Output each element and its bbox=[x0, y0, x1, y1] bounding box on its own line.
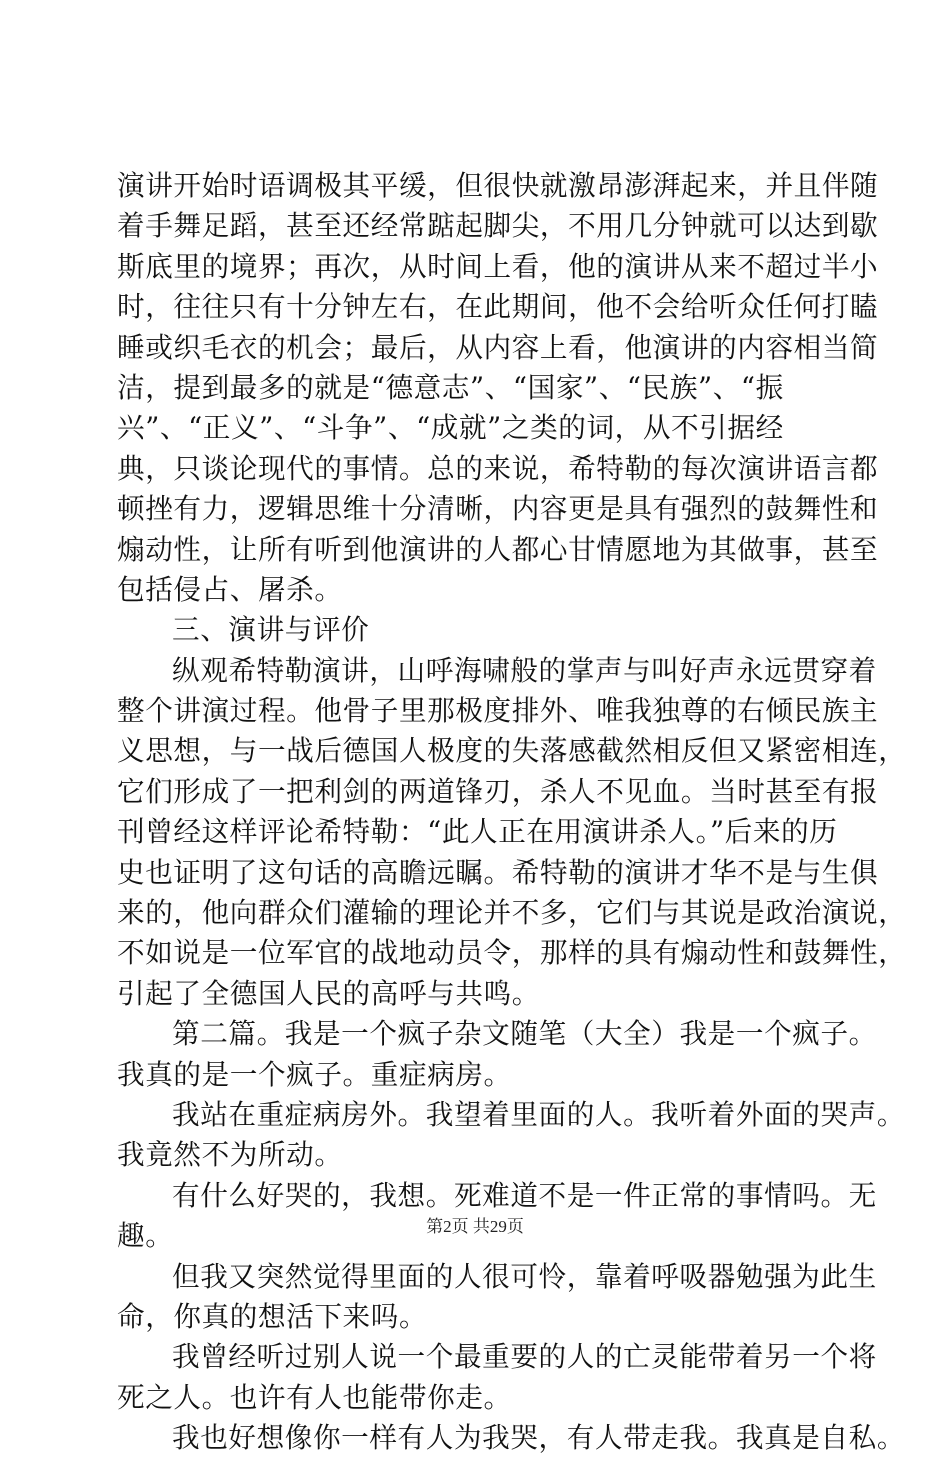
text-line: 第二篇。我是一个疯子杂文随笔（大全）我是一个疯子。 bbox=[172, 1017, 877, 1051]
text-line: 趣。 bbox=[117, 1219, 174, 1253]
text-line: 我真的是一个疯子。重症病房。 bbox=[117, 1057, 512, 1091]
text-line: 我曾经听过别人说一个最重要的人的亡灵能带着另一个将 bbox=[172, 1340, 877, 1374]
text-line: 我站在重症病房外。我望着里面的人。我听着外面的哭声。 bbox=[172, 1097, 906, 1131]
text-line: 命，你真的想活下来吗。 bbox=[117, 1299, 428, 1333]
text-line: 着手舞足蹈，甚至还经常踮起脚尖，不用几分钟就可以达到歇 bbox=[117, 209, 879, 243]
text-line: 来的，他向群众们灌输的理论并不多，它们与其说是政治演说， bbox=[117, 896, 907, 930]
text-line: 睡或织毛衣的机会；最后，从内容上看，他演讲的内容相当简 bbox=[117, 330, 879, 364]
text-line: 我竟然不为所动。 bbox=[117, 1138, 343, 1172]
text-line: 义思想，与一战后德国人极度的失落感截然相反但又紧密相连， bbox=[117, 734, 907, 768]
text-line: 死之人。也许有人也能带你走。 bbox=[117, 1380, 512, 1414]
text-line: 典，只谈论现代的事情。总的来说，希特勒的每次演讲语言都 bbox=[117, 451, 879, 485]
page-footer: 第2页 共29页 bbox=[426, 1217, 524, 1236]
text-line: 顿挫有力，逻辑思维十分清晰，内容更是具有强烈的鼓舞性和 bbox=[117, 492, 879, 526]
text-line: 但我又突然觉得里面的人很可怜，靠着呼吸器勉强为此生 bbox=[172, 1259, 877, 1293]
text-line: 时，往往只有十分钟左右，在此期间，他不会给听众任何打瞌 bbox=[117, 290, 879, 324]
text-line: 煽动性，让所有听到他演讲的人都心甘情愿地为其做事，甚至 bbox=[117, 532, 879, 566]
text-line: 我也好想像你一样有人为我哭，有人带走我。我真是自私。 bbox=[172, 1421, 906, 1455]
text-line: 洁，提到最多的就是“德意志”、“国家”、“民族”、“振 bbox=[117, 370, 784, 404]
text-line: 有什么好哭的，我想。死难道不是一件正常的事情吗。无 bbox=[172, 1178, 877, 1212]
text-line: 引起了全德国人民的高呼与共鸣。 bbox=[117, 976, 540, 1010]
text-line: 不如说是一位军官的战地动员令，那样的具有煽动性和鼓舞性， bbox=[117, 936, 907, 970]
text-line: 斯底里的境界；再次，从时间上看，他的演讲从来不超过半小 bbox=[117, 249, 879, 283]
text-line: 包括侵占、屠杀。 bbox=[117, 572, 343, 606]
text-line: 整个讲演过程。他骨子里那极度排外、唯我独尊的右倾民族主 bbox=[117, 694, 879, 728]
text-line: 兴”、“正义”、“斗争”、“成就”之类的词，从不引据经 bbox=[117, 411, 784, 445]
text-line: 三、演讲与评价 bbox=[172, 613, 370, 647]
text-line: 史也证明了这句话的高瞻远瞩。希特勒的演讲才华不是与生俱 bbox=[117, 855, 879, 889]
text-line: 纵观希特勒演讲，山呼海啸般的掌声与叫好声永远贯穿着 bbox=[172, 653, 877, 687]
body-text bbox=[117, 166, 907, 1459]
text-line: 刊曾经这样评论希特勒：“此人正在用演讲杀人。”后来的历 bbox=[117, 815, 838, 849]
text-line: 演讲开始时语调极其平缓，但很快就激昂澎湃起来，并且伴随 bbox=[117, 169, 879, 202]
text-line: 它们形成了一把利剑的两道锋刃，杀人不见血。当时甚至有报 bbox=[117, 774, 879, 808]
